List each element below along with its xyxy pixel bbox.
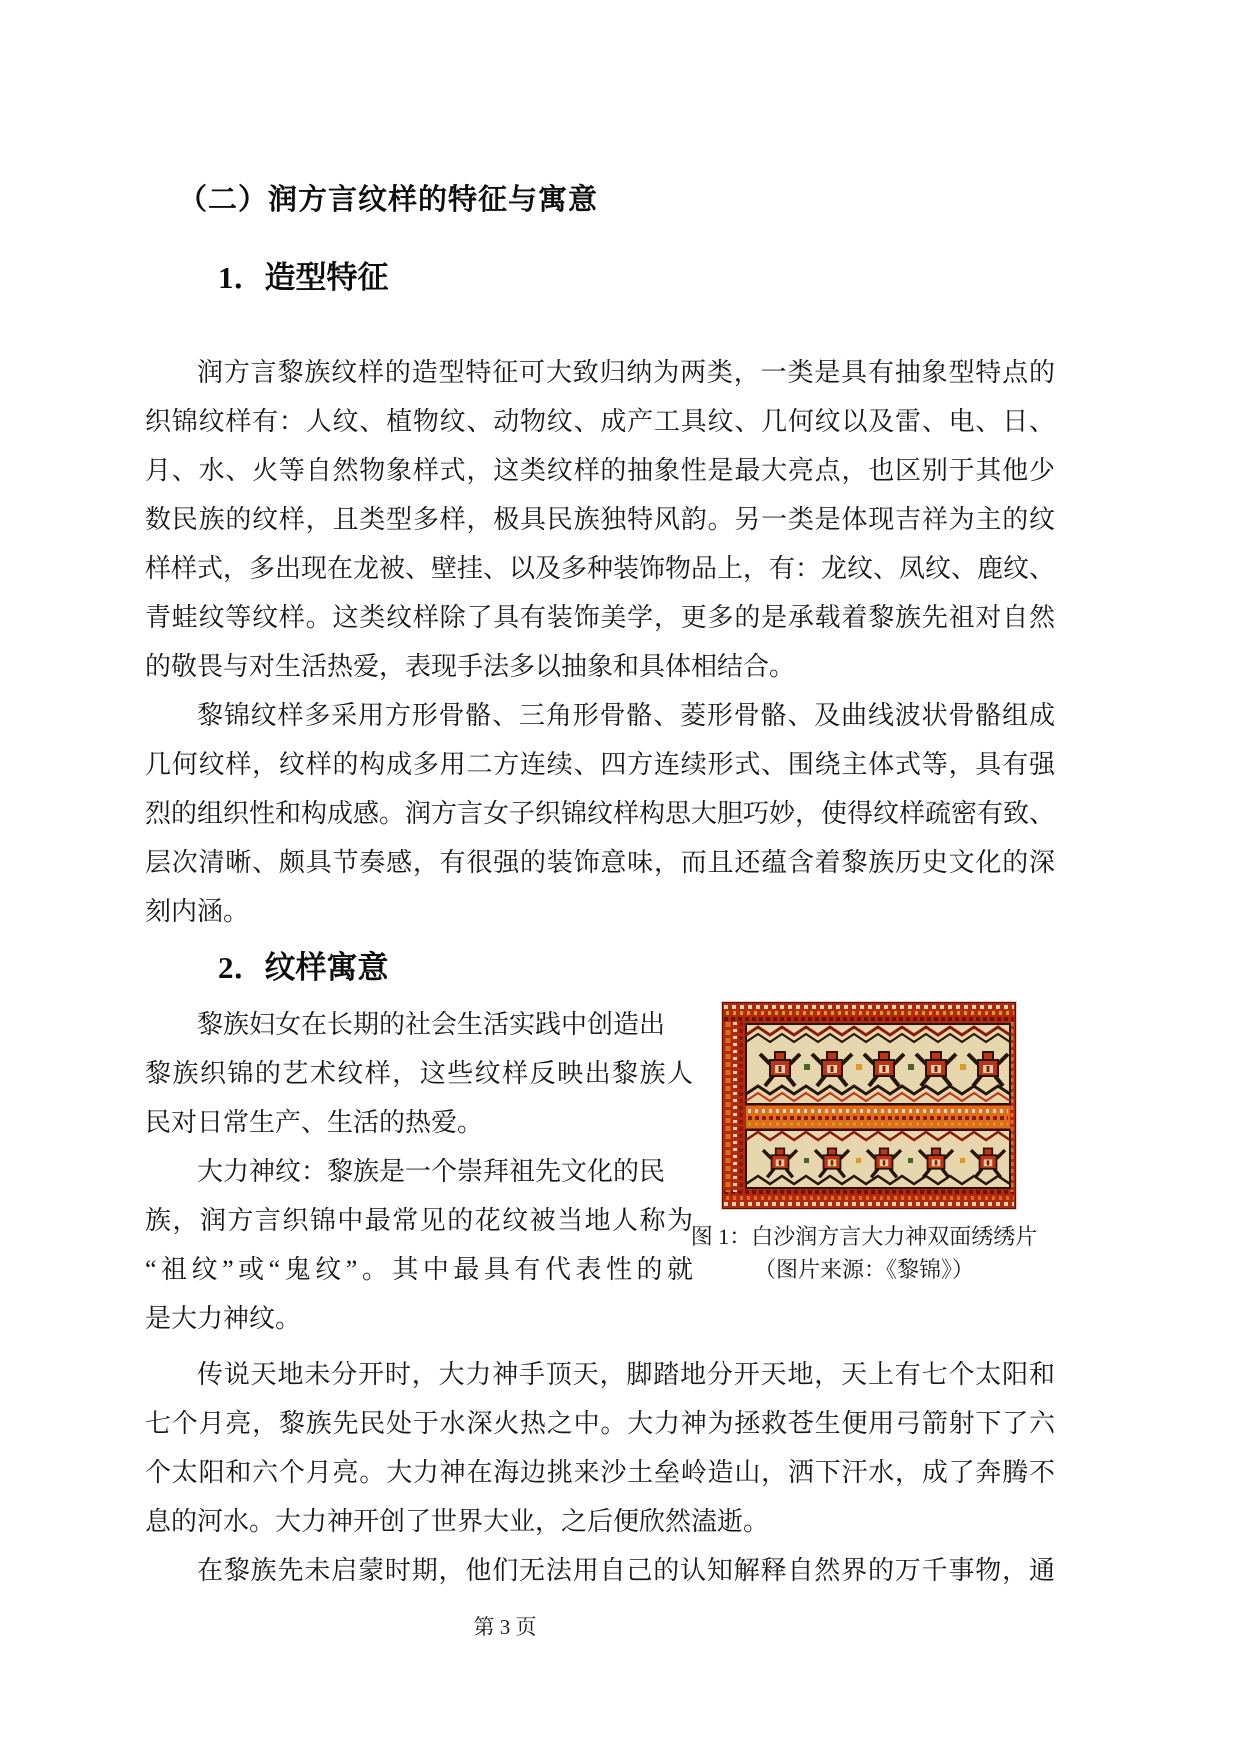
page-number: 第 3 页 [473,1615,537,1639]
paragraph-line: 族，润方言织锦中最常见的花纹被当地人称为 [145,1206,693,1235]
paragraph-2 [145,691,1055,936]
paragraph-line: 在黎族先未启蒙时期，他们无法用自己的认知解释自然界的万千事物，通 [197,1556,1055,1585]
paragraph-line: 润方言黎族纹样的造型特征可大致归纳为两类，一类是具有抽象型特点的 [197,358,1055,387]
paragraph-4 [145,1546,1055,1595]
section-title: （二）润方言纹样的特征与寓意 [178,184,599,216]
paragraph-line: 几何纹样，纹样的构成多用二方连续、四方连续形式、围绕主体式等，具有强 [145,750,1055,779]
upper-figure-panel [746,1024,1010,1104]
subheading-pattern-meaning: 2．纹样寓意 [218,950,389,985]
paragraph-line: 层次清晰、颇具节奏感，有很强的装饰意味，而且还蕴含着黎族历史文化的深 [145,848,1055,877]
li-brocade-pattern-svg [722,1002,1016,1209]
paragraph-line: 七个月亮，黎族先民处于水深火热之中。大力神为拯救苍生便用弓箭射下了六 [145,1409,1055,1438]
subheading-shape-features: 1．造型特征 [218,260,389,295]
paragraph-line: 黎族织锦的艺术纹样，这些纹样反映出黎族人 [145,1059,693,1088]
paragraph-line: 样样式，多出现在龙被、壁挂、以及多种装饰物品上，有：龙纹、凤纹、鹿纹、 [145,554,1055,583]
paragraph-line: “祖纹”或“鬼纹”。其中最具有代表性的就 [145,1255,693,1284]
lower-figure-panel [746,1130,1010,1188]
figure1-caption [659,1220,1069,1286]
paragraph-line: 息的河水。大力神开创了世界大业，之后便欣然溘逝。 [145,1507,770,1536]
paragraph-line: 传说天地未分开时，大力神手顶天，脚踏地分开天地，天上有七个太阳和 [197,1360,1055,1389]
figure1-caption-source: （图片来源：《黎锦》） [753,1257,974,1282]
paragraph-3 [145,1350,1055,1546]
paragraph-line: 黎族妇女在长期的社会生活实践中创造出 [197,1010,666,1039]
paragraph-line: 大力神纹：黎族是一个崇拜祖先文化的民 [197,1157,666,1186]
paragraph-line: 织锦纹样有：人纹、植物纹、动物纹、成产工具纹、几何纹以及雷、电、日、 [145,407,1055,436]
figure1-textile-image [722,1002,1016,1209]
paragraph-line: 民对日常生产、生活的热爱。 [145,1108,484,1137]
paragraph-line: 烈的组织性和构成感。润方言女子织锦纹样构思大胆巧妙，使得纹样疏密有致、 [145,799,1055,828]
paragraph-line: 月、水、火等自然物象样式，这类纹样的抽象性是最大亮点，也区别于其他少 [145,456,1055,485]
paragraph-line: 刻内涵。 [145,897,250,926]
figure1-caption-title: 图 1：白沙润方言大力神双面绣绣片 [690,1224,1038,1249]
paragraph-line: 青蛙纹等纹样。这类纹样除了具有装饰美学，更多的是承载着黎族先祖对自然 [145,603,1055,632]
paragraph-line: 黎锦纹样多采用方形骨骼、三角形骨骼、菱形骨骼、及曲线波状骨骼组成 [197,701,1055,730]
paragraph-1 [145,348,1055,691]
text-with-figure-section [145,1000,1055,1350]
paragraph-line: 是大力神纹。 [145,1304,302,1333]
paragraph-line: 数民族的纹样，且类型多样，极具民族独特风韵。另一类是体现吉祥为主的纹 [145,505,1055,534]
paragraph-line: 个太阳和六个月亮。大力神在海边挑来沙土垒岭造山，洒下汗水，成了奔腾不 [145,1458,1055,1487]
paragraph-line: 的敬畏与对生活热爱，表现手法多以抽象和具体相结合。 [145,652,796,681]
